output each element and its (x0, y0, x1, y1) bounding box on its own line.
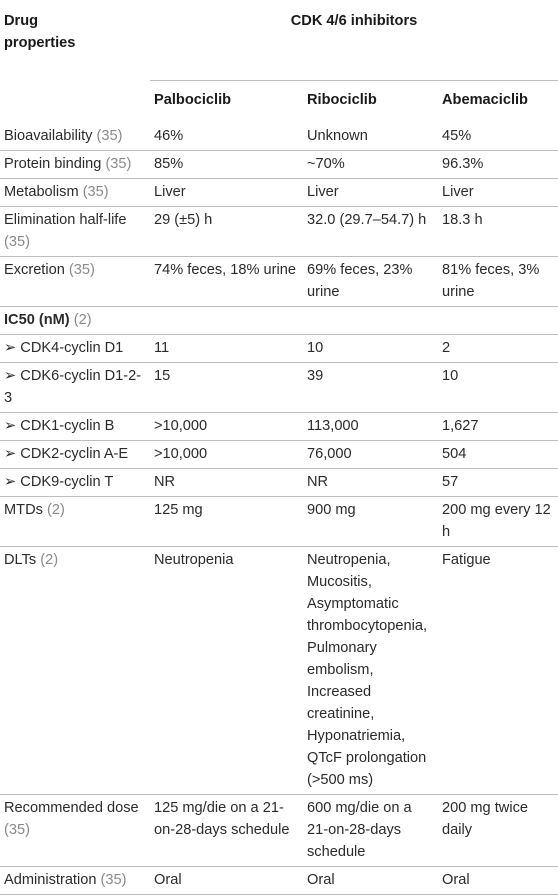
cell-abemaciclib: 200 mg twice daily (442, 800, 528, 838)
cell-ribociclib: Liver (307, 184, 339, 200)
reference-link[interactable]: (35) (68, 262, 95, 278)
row-label-text: CDK4-cyclin D1 (20, 340, 124, 356)
cell-ribociclib: ~70% (307, 156, 345, 172)
table-row (0, 151, 558, 179)
row-label-text: Protein binding (4, 156, 102, 172)
row-label (0, 257, 150, 307)
row-label (0, 207, 150, 257)
cell-ribociclib: 113,000 (307, 418, 359, 434)
header-line-1: Drug (4, 13, 39, 29)
cell-abemaciclib: 57 (442, 474, 459, 490)
header-row-top (0, 0, 558, 81)
table-row (0, 469, 558, 497)
cell-palbociclib: 85% (154, 156, 184, 172)
cell-palbociclib: Liver (154, 184, 186, 200)
row-label-text: CDK2-cyclin A-E (20, 446, 129, 462)
cell-palbociclib: Neutropenia (154, 552, 234, 568)
cell-abemaciclib: 2 (442, 340, 451, 356)
cell-ribociclib: Neutropenia, Mucositis, Asymptomatic thrombocytopenia, Pulmonary embolism, Increased creatinine, Hyponatriemia, QTcF prolongation (>500 ms) (307, 552, 428, 788)
table-row (0, 441, 558, 469)
cell-abemaciclib: 45% (442, 128, 472, 144)
row-label-text: Metabolism (4, 184, 79, 200)
cell-abemaciclib: 200 mg every 12 h (442, 502, 551, 540)
cell-palbociclib: Oral (154, 872, 182, 888)
cell-abemaciclib: 96.3% (442, 156, 484, 172)
cell-palbociclib: 15 (154, 368, 171, 384)
row-label (0, 363, 150, 413)
table-row (0, 257, 558, 307)
row-label (0, 151, 150, 179)
reference-link[interactable]: (2) (73, 312, 92, 328)
cell-ribociclib: 39 (307, 368, 324, 384)
row-label (0, 547, 150, 795)
cell-ribociclib: Oral (307, 872, 335, 888)
cell-abemaciclib (438, 307, 558, 335)
reference-link[interactable]: (35) (4, 822, 30, 838)
cell-palbociclib: 11 (154, 340, 170, 356)
cell-palbociclib (150, 307, 303, 335)
cell-ribociclib: 10 (307, 340, 324, 356)
header-drug-properties (0, 0, 150, 123)
cell-ribociclib (303, 307, 438, 335)
cell-ribociclib: 32.0 (29.7–54.7) h (307, 212, 427, 228)
row-label-text: CDK9-cyclin T (20, 474, 114, 490)
table-row (0, 207, 558, 257)
reference-link[interactable]: (35) (96, 128, 123, 144)
reference-link[interactable]: (2) (40, 552, 59, 568)
row-label-text: Elimination half-life (4, 212, 127, 228)
reference-link[interactable]: (35) (4, 234, 30, 250)
table-row (0, 307, 558, 335)
cell-ribociclib: NR (307, 474, 329, 490)
cell-abemaciclib: 504 (442, 446, 467, 462)
reference-link[interactable]: (2) (46, 502, 65, 518)
row-label-text: MTDs (4, 502, 43, 518)
cell-abemaciclib: 18.3 h (442, 212, 483, 228)
reference-link[interactable]: (35) (105, 156, 132, 172)
header-line-2: properties (4, 35, 76, 51)
row-label-text: IC50 (nM) (4, 312, 70, 328)
cell-ribociclib: 69% feces, 23% urine (307, 262, 413, 300)
cell-abemaciclib: 1,627 (442, 418, 479, 434)
header-drug-abemaciclib: Abemaciclib (442, 92, 528, 108)
row-label (0, 795, 150, 867)
header-group: CDK 4/6 inhibitors (150, 0, 558, 81)
cell-palbociclib: >10,000 (154, 446, 208, 462)
row-label-text: CDK6-cyclin D1-2-3 (4, 368, 142, 406)
row-label-text: CDK1-cyclin B (20, 418, 115, 434)
row-label (0, 123, 150, 151)
cell-palbociclib: 125 mg/die on a 21-on-28-days schedule (154, 800, 290, 838)
table-body (0, 123, 558, 895)
header-drug-palbociclib: Palbociclib (154, 92, 232, 108)
row-label-text: Bioavailability (4, 128, 93, 144)
cell-abemaciclib: 81% feces, 3% urine (442, 262, 540, 300)
row-label (0, 413, 150, 441)
row-label (0, 469, 150, 497)
cell-abemaciclib: Fatigue (442, 552, 491, 568)
arrow-bullet-icon: ➢ (4, 340, 21, 356)
arrow-bullet-icon: ➢ (4, 418, 21, 434)
cell-abemaciclib: Oral (442, 872, 470, 888)
arrow-bullet-icon: ➢ (4, 446, 21, 462)
arrow-bullet-icon: ➢ (4, 474, 21, 490)
row-label (0, 441, 150, 469)
table-row (0, 179, 558, 207)
row-label-text: Administration (4, 872, 97, 888)
row-label (0, 335, 150, 363)
row-label-text: Excretion (4, 262, 65, 278)
cell-ribociclib: Unknown (307, 128, 368, 144)
cell-palbociclib: 29 (±5) h (154, 212, 213, 228)
cell-ribociclib: 76,000 (307, 446, 352, 462)
table-row (0, 497, 558, 547)
table-row (0, 795, 558, 867)
cell-palbociclib: 74% feces, 18% urine (154, 262, 296, 278)
table-row (0, 413, 558, 441)
header-drug-ribociclib: Ribociclib (307, 92, 377, 108)
row-label (0, 179, 150, 207)
cell-palbociclib: >10,000 (154, 418, 208, 434)
row-label-text: Recommended dose (4, 800, 139, 816)
cell-palbociclib: 46% (154, 128, 184, 144)
row-label (0, 867, 150, 895)
table-row (0, 547, 558, 795)
cell-abemaciclib: Liver (442, 184, 474, 200)
cell-abemaciclib: 10 (442, 368, 459, 384)
table-row (0, 123, 558, 151)
cell-palbociclib: 125 mg (154, 502, 203, 518)
reference-link[interactable]: (35) (82, 184, 109, 200)
cell-ribociclib: 600 mg/die on a 21-on-28-days schedule (307, 800, 412, 860)
row-label (0, 497, 150, 547)
row-label (0, 307, 150, 335)
table-row (0, 335, 558, 363)
row-label-text: DLTs (4, 552, 37, 568)
cell-palbociclib: NR (154, 474, 176, 490)
cell-ribociclib: 900 mg (307, 502, 356, 518)
arrow-bullet-icon: ➢ (4, 368, 21, 384)
table-row (0, 867, 558, 895)
reference-link[interactable]: (35) (100, 872, 127, 888)
table-row (0, 363, 558, 413)
